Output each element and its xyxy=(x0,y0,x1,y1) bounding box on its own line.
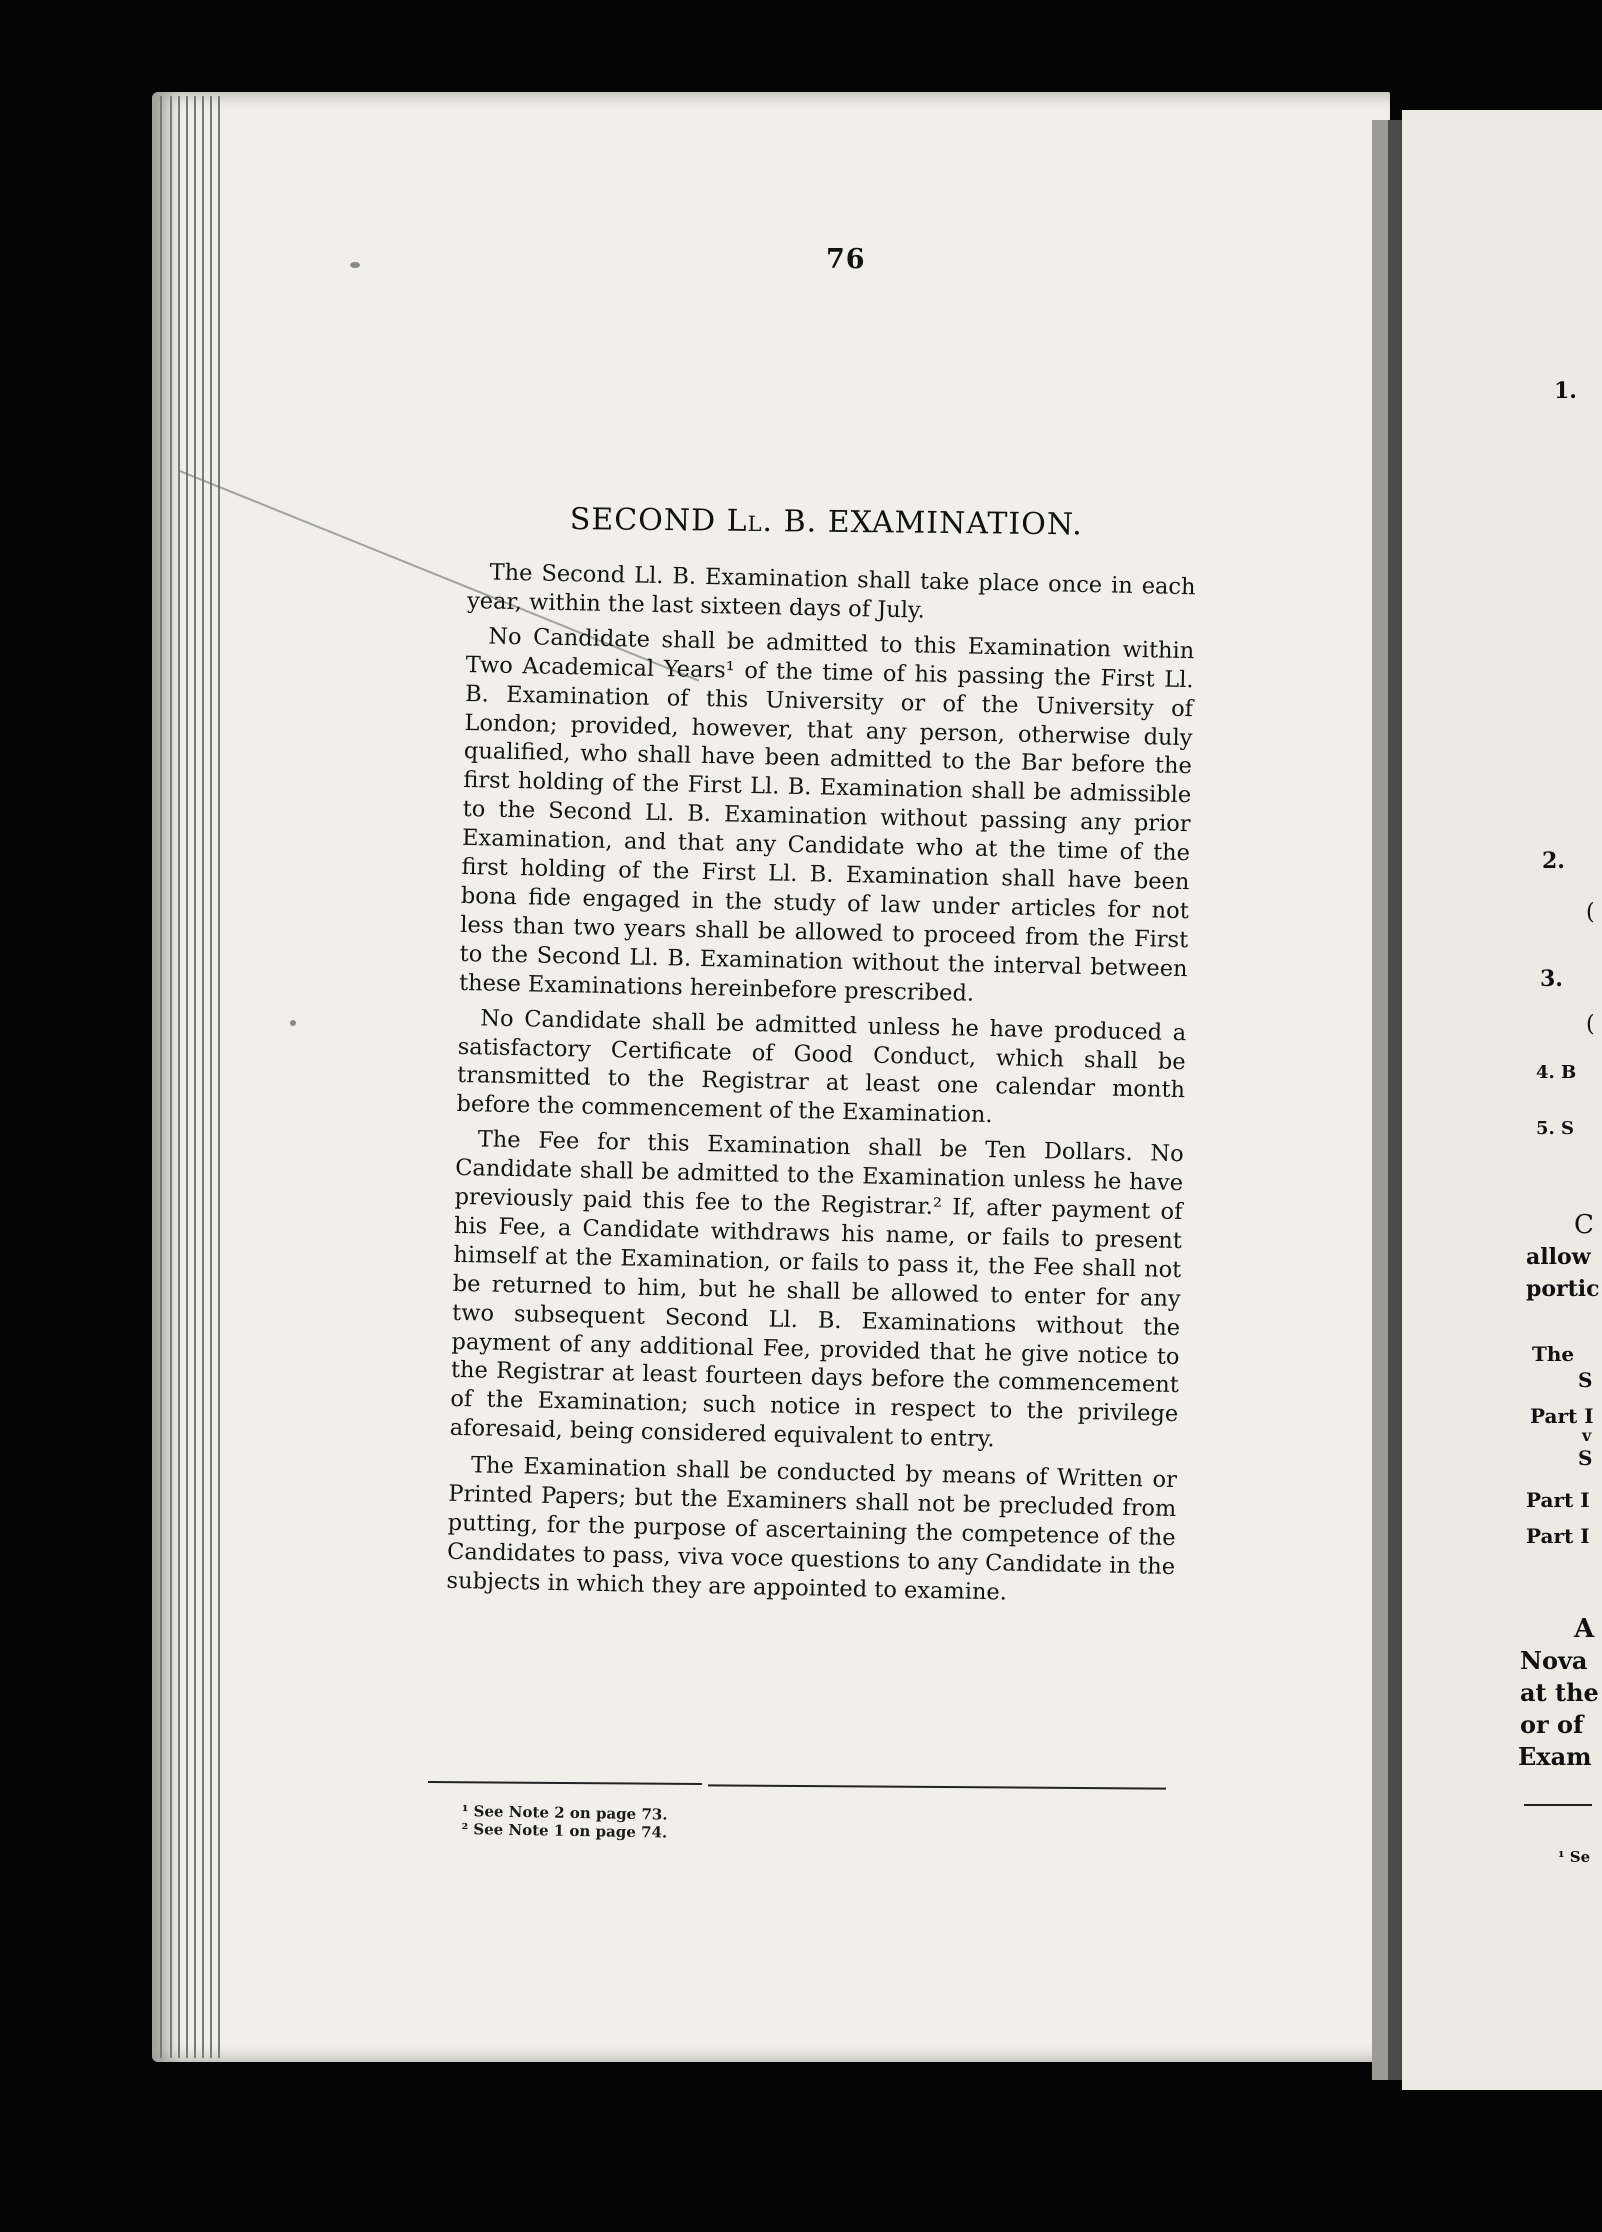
right-page-fragment: C xyxy=(1574,1210,1594,1240)
right-page-fragment: The xyxy=(1532,1342,1575,1366)
right-page-fragment: at the xyxy=(1520,1678,1599,1707)
paragraph: The Fee for this Examination shall be Ten Dollars. No Candidate shall be admitted to the Examination unless he have previously paid this fee to the Registrar.² If, after payment of his Fee, a Candidate withdraws his name, or fails to present himself at the Examination, or fails to pass it, the Fee shall not be returned to him, but he shall be allowed to enter for any two subsequent Second Ll. B. Examinations without the payment of any additional Fee, provided that he give notice to the Registrar at least fourteen days before the commencement of the Examination; such notice in respect to the privilege aforesaid, being considered equivalent to entry. xyxy=(449,1126,1184,1453)
right-page-fragment: 1. xyxy=(1554,378,1577,404)
right-page-fragment: Part I xyxy=(1530,1404,1594,1428)
right-page-fragment: or of xyxy=(1520,1710,1584,1739)
paragraph: The Examination shall be conducted by means of Written or Printed Papers; but the Examiners shall not be precluded from putting, for the purpose of ascertaining the competence of the Candidates to pass, viva voce questions to any Candidate in the subjects in which they are appointed to examine. xyxy=(446,1452,1178,1606)
right-page-fragment: ( xyxy=(1586,900,1595,925)
right-page-fragment: 4. B xyxy=(1536,1062,1577,1083)
footnotes xyxy=(461,1802,667,1842)
paragraph: No Candidate shall be admitted unless he have produced a satisfactory Certificate of Good Conduct, which shall be transmitted to the Registrar at least one calendar month before the commencement of the Examination. xyxy=(456,1004,1187,1129)
page-edges xyxy=(152,96,232,2058)
right-page-fragment: Nova xyxy=(1520,1646,1588,1675)
right-page-fragment: v xyxy=(1582,1426,1592,1445)
footnote: ¹ See Note 2 on page 73. xyxy=(461,1802,668,1824)
page-number: 76 xyxy=(826,244,866,275)
right-page-fragment: Exam xyxy=(1518,1742,1592,1771)
section-title: SECOND Ll. B. EXAMINATION. xyxy=(569,502,1083,543)
body-text xyxy=(446,558,1196,1617)
right-page-fragment: ¹ Se xyxy=(1558,1848,1591,1866)
right-page-fragment: A xyxy=(1574,1614,1595,1644)
right-page-fragment: portic xyxy=(1526,1276,1600,1302)
gutter-shadow xyxy=(1388,120,1402,2080)
footnote: ² See Note 1 on page 74. xyxy=(461,1819,668,1842)
right-page-fragment: Part I xyxy=(1526,1488,1590,1512)
right-page-fragment: 2. xyxy=(1542,848,1565,874)
paragraph: No Candidate shall be admitted to this Examination within Two Academical Years¹ of the time of his passing the First Ll. B. Examination of this University or of the University of London; provided, however, that any person, otherwise duly qualified, who shall have been admitted to the Bar before the first holding of the First Ll. B. Examination shall be admissible to the Second Ll. B. Examination without passing any prior Examination, and that any Candidate who at the time of the first holding of the First Ll. B. Examination shall have been bona fide engaged in the study of law under articles for not less than two years shall be allowed to proceed from the First to the Second Ll. B. Examination without the interval between these Examinations hereinbefore prescribed. xyxy=(458,623,1195,1007)
right-page xyxy=(1402,110,1602,2090)
ink-smudge xyxy=(350,262,360,268)
right-page-fragment: 3. xyxy=(1540,966,1563,992)
right-page-fragment: Part I xyxy=(1526,1524,1590,1548)
right-page-fragment: ( xyxy=(1586,1012,1595,1037)
right-page-fragment: S xyxy=(1578,1446,1593,1470)
ink-smudge xyxy=(290,1020,296,1026)
paragraph: The Second Ll. B. Examination shall take place once in each year, within the last sixteen days of July. xyxy=(466,559,1196,624)
right-page-fragment: allow xyxy=(1526,1244,1591,1270)
right-page-fragment: S xyxy=(1578,1368,1593,1392)
right-page-fragment: 5. S xyxy=(1536,1118,1575,1139)
footnote-rule xyxy=(1524,1804,1592,1806)
